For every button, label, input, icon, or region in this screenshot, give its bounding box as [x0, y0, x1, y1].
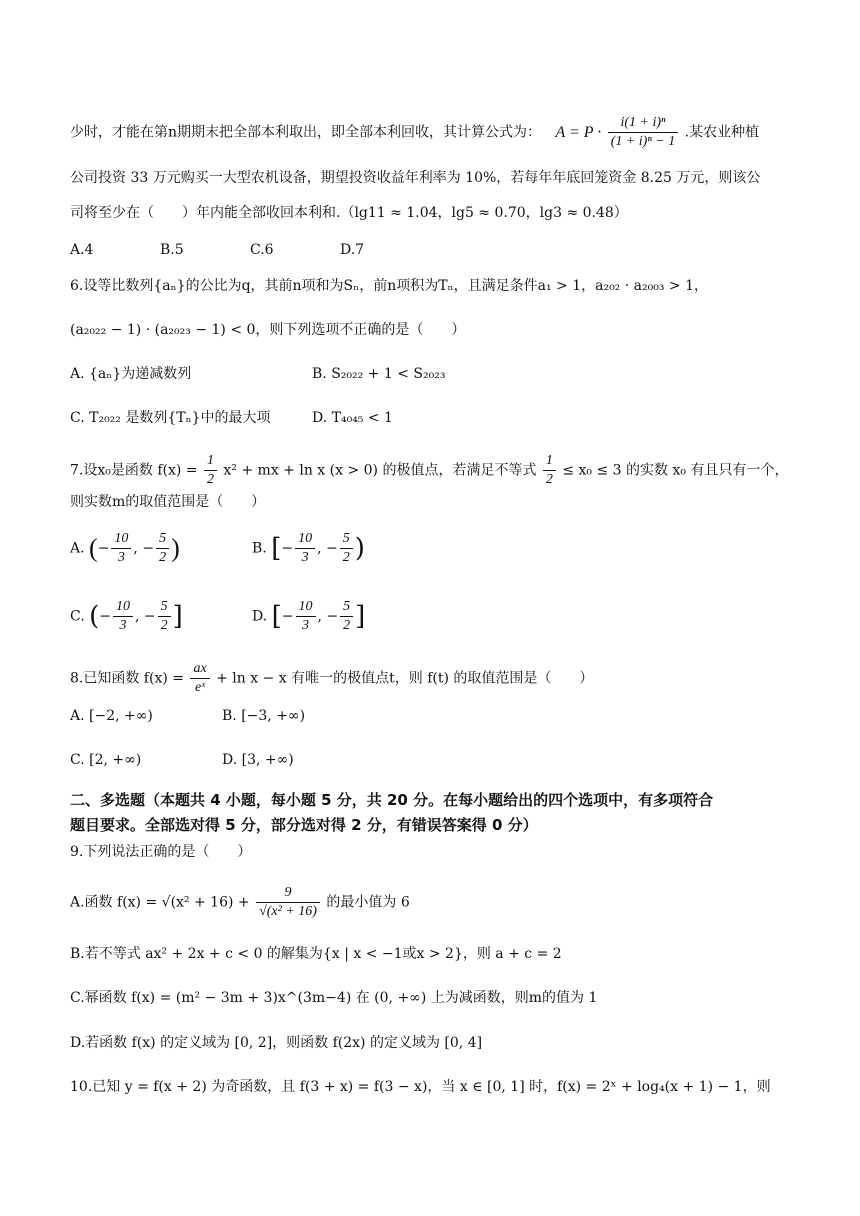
q6-line2: (a₂₀₂₂ − 1) · (a₂₀₂₃ − 1) < 0，则下列选项不正确的是（ ） [70, 322, 466, 338]
q7-c-ten: 10 [113, 598, 133, 617]
q9-a-tail: 的最小值为 6 [326, 894, 410, 911]
q6-line1: 6.设等比数列{aₙ}的公比为q，其前n项和为Sₙ，前n项积为Tₙ，且满足条件a₁ > 1，a₂₀₂ · a₂₀₀₃ > 1， [70, 278, 708, 294]
q5-formula-lhs: A = P · [555, 123, 602, 141]
q7-line2: 则实数m的取值范围是（ ） [70, 494, 266, 510]
q8-fraction [190, 660, 209, 697]
q7-half-fraction-2 [543, 452, 556, 489]
q7-d-ten: 10 [296, 598, 316, 617]
q7-c-two: 2 [160, 618, 168, 633]
q7-option-a-label: A. [70, 540, 85, 557]
q7-text-b: x² + mx + ln x (x > 0) 的极值点，若满足不等式 [223, 462, 537, 479]
q6-option-a: A. {aₙ}为递减数列 [70, 366, 192, 382]
q6-option-b: B. S₂₀₂₂ + 1 < S₂₀₂₃ [312, 366, 446, 382]
q7-option-c-label: C. [70, 608, 85, 625]
q7-text-a: 7.设x₀是函数 f(x) = [70, 462, 198, 479]
q5-formula-numerator: i(1 + i)ⁿ [608, 114, 679, 133]
q7-d-three: 3 [302, 618, 310, 633]
q7-line1 [70, 452, 800, 489]
q6-option-c: C. T₂₀₂₂ 是数列{Tₙ}中的最大项 [70, 410, 271, 426]
q9-a-frac-num: 9 [256, 884, 320, 903]
q8-option-c: C. [2, +∞) [70, 752, 142, 768]
q7-option-b-label: B. [252, 540, 267, 557]
section2-heading-line1: 二、多选题（本题共 4 小题，每小题 5 分，共 20 分。在每小题给出的四个选项中，有多项符合 [70, 791, 714, 809]
q9-a-fraction [256, 884, 320, 921]
q9-a-text: A.函数 f(x) = √(x² + 16) + [70, 894, 250, 911]
q7-text-c: ≤ x₀ ≤ 3 的实数 x₀ 有且只有一个， [562, 462, 789, 479]
q7-half2-den: 2 [545, 472, 553, 487]
q6-option-d: D. T₄₀₄₅ < 1 [312, 410, 393, 426]
q7-a-two: 2 [159, 550, 167, 565]
q9-stem: 9.下列说法正确的是（ ） [70, 844, 252, 860]
q5-formula-fraction [608, 114, 679, 151]
q5-tail: .某农业种植 [684, 124, 760, 141]
q7-half-den: 2 [206, 472, 214, 487]
q9-option-c: C.幂函数 f(x) = (m² − 3m + 3)x^(3m−4) 在 (0, +∞) 上为减函数，则m的值为 1 [70, 990, 598, 1006]
q7-option-d: D. [− $\frac{10}{3}$ , − $\frac{5}{2}$ ] [252, 599, 366, 633]
q9-option-b: B.若不等式 ax² + 2x + c < 0 的解集为{x | x < −1或x > 2}，则 a + c = 2 [70, 946, 562, 962]
q7-half2-num: 1 [543, 452, 556, 471]
q7-option-c: C. (− $\frac{10}{3}$ , − $\frac{5}{2}$ ] [70, 599, 183, 633]
q8-line1 [70, 660, 800, 697]
q8-text-b: + ln x − x 有唯一的极值点t，则 f(t) 的取值范围是（ ） [216, 670, 594, 687]
q7-c-three: 3 [119, 618, 127, 633]
q5-option-d: D.7 [340, 242, 365, 258]
q5-line3: 司将至少在（ ）年内能全部收回本利和.（lg11 ≈ 1.04，lg5 ≈ 0.70，lg3 ≈ 0.48） [70, 205, 628, 221]
q7-b-ten: 10 [295, 530, 315, 549]
q5-option-b: B.5 [160, 242, 184, 258]
section2-heading-line2: 题目要求。全部选对得 5 分，部分选对得 2 分，有错误答案得 0 分） [70, 816, 538, 834]
q8-frac-den: eˣ [194, 680, 206, 695]
q9-a-frac-den: √(x² + 16) [259, 904, 317, 919]
q7-option-b: B. [− $\frac{10}{3}$ , − $\frac{5}{2}$ ) [252, 531, 365, 565]
q7-a-ten: 10 [111, 530, 131, 549]
q5-text: 少时，才能在第n期期末把全部本利取出，即全部本利回收，其计算公式为： [70, 124, 542, 141]
q7-option-a: A. (− $\frac{10}{3}$ , − $\frac{5}{2}$ ) [70, 531, 180, 565]
q9-option-d: D.若函数 f(x) 的定义域为 [0, 2]，则函数 f(2x) 的定义域为 [0, 4] [70, 1035, 483, 1051]
q8-text-a: 8.已知函数 f(x) = [70, 670, 184, 687]
q7-half-num: 1 [204, 452, 217, 471]
q8-option-b: B. [−3, +∞) [222, 708, 306, 724]
q7-a-five: 5 [156, 530, 169, 549]
q7-c-five: 5 [158, 598, 171, 617]
q8-option-a: A. [−2, +∞) [70, 708, 153, 724]
q7-a-three: 3 [117, 550, 125, 565]
q5-line1 [70, 114, 800, 151]
q7-d-five: 5 [340, 598, 353, 617]
q7-d-two: 2 [343, 618, 351, 633]
q7-half-fraction [204, 452, 217, 489]
q10-line1: 10.已知 y = f(x + 2) 为奇函数，且 f(3 + x) = f(3 − x)，当 x ∈ [0, 1] 时，f(x) = 2ˣ + log₄(x + 1) − 1，则 [70, 1079, 771, 1095]
q7-b-two: 2 [342, 550, 350, 565]
q7-b-five: 5 [340, 530, 353, 549]
q8-frac-num: ax [190, 660, 209, 679]
q5-formula-denominator: (1 + i)ⁿ − 1 [610, 134, 676, 149]
q5-option-a: A.4 [70, 242, 94, 258]
q7-option-d-label: D. [252, 608, 268, 625]
q7-b-three: 3 [301, 550, 309, 565]
q5-option-c: C.6 [250, 242, 274, 258]
q8-option-d: D. [3, +∞) [222, 752, 294, 768]
q5-line2: 公司投资 33 万元购买一大型农机设备，期望投资收益年利率为 10%，若每年年底回笼资金 8.25 万元，则该公 [70, 170, 761, 186]
q9-option-a [70, 884, 800, 921]
